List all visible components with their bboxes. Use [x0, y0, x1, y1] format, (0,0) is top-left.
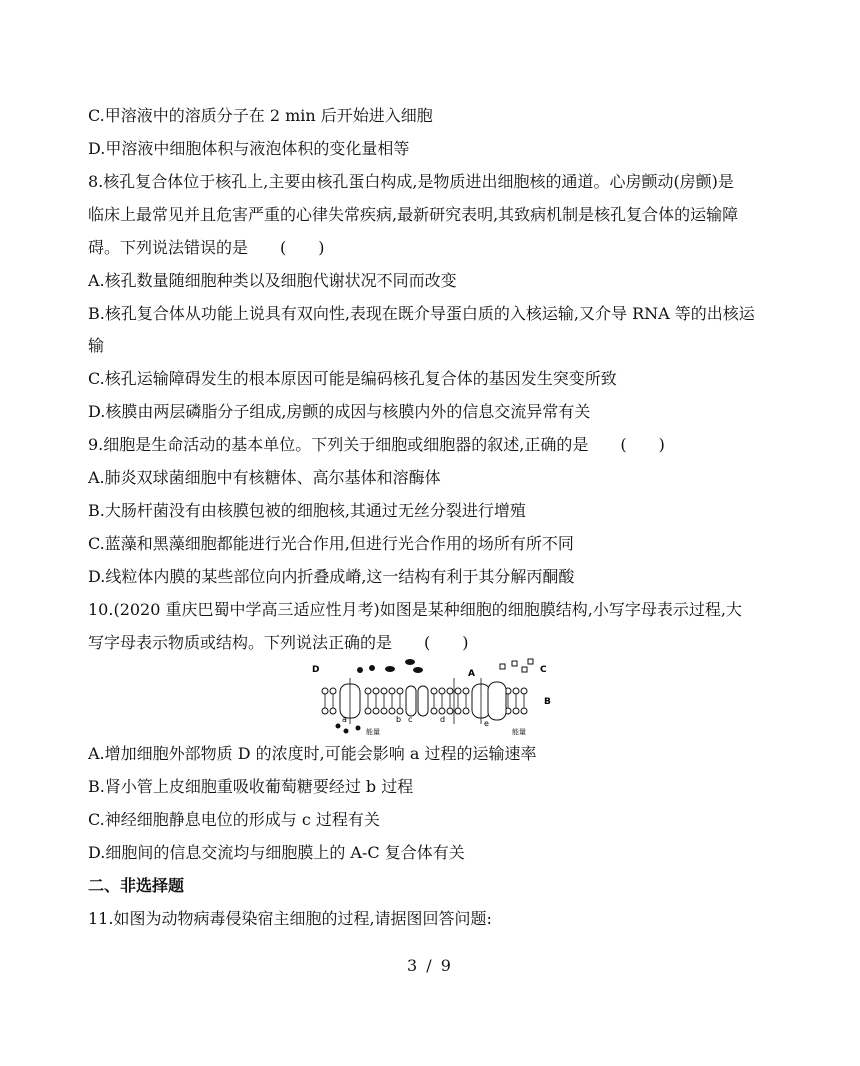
channel-protein: [418, 686, 428, 716]
molecule: [357, 667, 363, 673]
question-11-stem: 11.如图为动物病毒侵染宿主细胞的过程,请据图回答问题:: [88, 909, 492, 928]
text-line: 临床上最常见并且危害严重的心律失常疾病,最新研究表明,其致病机制是核孔复合体的运输障: [88, 205, 739, 224]
molecule: [369, 665, 375, 671]
option-d: D.细胞间的信息交流均与细胞膜上的 A-C 复合体有关: [88, 843, 465, 862]
label-b: b: [396, 715, 402, 724]
section-heading: 二、非选择题: [88, 876, 185, 895]
option-a: A.增加细胞外部物质 D 的浓度时,可能会影响 a 过程的运输速率: [88, 744, 537, 763]
text-line: C.甲溶液中的溶质分子在 2 min 后开始进入细胞: [88, 106, 433, 125]
text-line: 碍。下列说法错误的是 ( ): [88, 238, 325, 257]
option-d: D.核膜由两层磷脂分子组成,房颤的成因与核膜内外的信息交流异常有关: [88, 402, 591, 421]
option-a: A.核孔数量随细胞种类以及细胞代谢状况不同而改变: [88, 271, 457, 290]
label-a-upper: A: [468, 669, 475, 679]
molecule: [522, 667, 527, 672]
question-9-stem: 9.细胞是生命活动的基本单位。下列关于细胞或细胞器的叙述,正确的是 ( ): [88, 435, 665, 454]
option-b: B.肾小管上皮细胞重吸收葡萄糖要经过 b 过程: [88, 777, 414, 796]
question-8-stem: 8.核孔复合体位于核孔上,主要由核孔蛋白构成,是物质进出细胞核的通道。心房颤动(房颤)是: [88, 172, 734, 191]
molecule: [528, 659, 533, 664]
label-a: a: [342, 715, 347, 724]
option-c: C.神经细胞静息电位的形成与 c 过程有关: [88, 810, 380, 829]
option-c: C.核孔运输障碍发生的根本原因可能是编码核孔复合体的基因发生突变所致: [88, 369, 617, 388]
label-c: c: [408, 715, 413, 724]
label-energy: 能量: [512, 728, 526, 736]
cell-membrane-figure: [300, 658, 560, 738]
label-c-upper: C: [540, 665, 547, 675]
molecule: [344, 729, 349, 734]
text-line: D.甲溶液中细胞体积与液泡体积的变化量相等: [88, 139, 410, 158]
text-line: 输: [88, 336, 105, 355]
channel-protein: [406, 686, 416, 716]
question-10-stem: 10.(2020 重庆巴蜀中学高三适应性月考)如图是某种细胞的细胞膜结构,小写字母表示过程,大: [88, 600, 742, 619]
label-e: e: [484, 719, 489, 728]
label-b-upper: B: [544, 697, 551, 707]
molecule: [512, 661, 517, 666]
label-d-lower: d: [440, 715, 446, 724]
option-b: B.核孔复合体从功能上说具有双向性,表现在既介导蛋白质的入核运输,又介导 RNA 等的出核运: [88, 304, 755, 323]
molecule: [413, 667, 423, 673]
molecule: [500, 664, 505, 669]
page-number: 3 / 9: [407, 956, 453, 975]
molecule: [385, 666, 395, 672]
molecule: [405, 659, 415, 665]
molecule: [356, 726, 361, 731]
option-b: B.大肠杆菌没有由核膜包被的细胞核,其通过无丝分裂进行增殖: [88, 501, 526, 520]
label-energy: 能量: [366, 728, 380, 736]
molecule: [336, 724, 341, 729]
label-d: D: [312, 665, 320, 675]
text-line: 写字母表示物质或结构。下列说法正确的是 ( ): [88, 633, 469, 652]
option-c: C.蓝藻和黑藻细胞都能进行光合作用,但进行光合作用的场所有所不同: [88, 534, 574, 553]
option-a: A.肺炎双球菌细胞中有核糖体、高尔基体和溶酶体: [88, 468, 441, 487]
option-d: D.线粒体内膜的某些部位向内折叠成嵴,这一结构有利于其分解丙酮酸: [88, 567, 575, 586]
receptor-protein: [488, 682, 506, 720]
